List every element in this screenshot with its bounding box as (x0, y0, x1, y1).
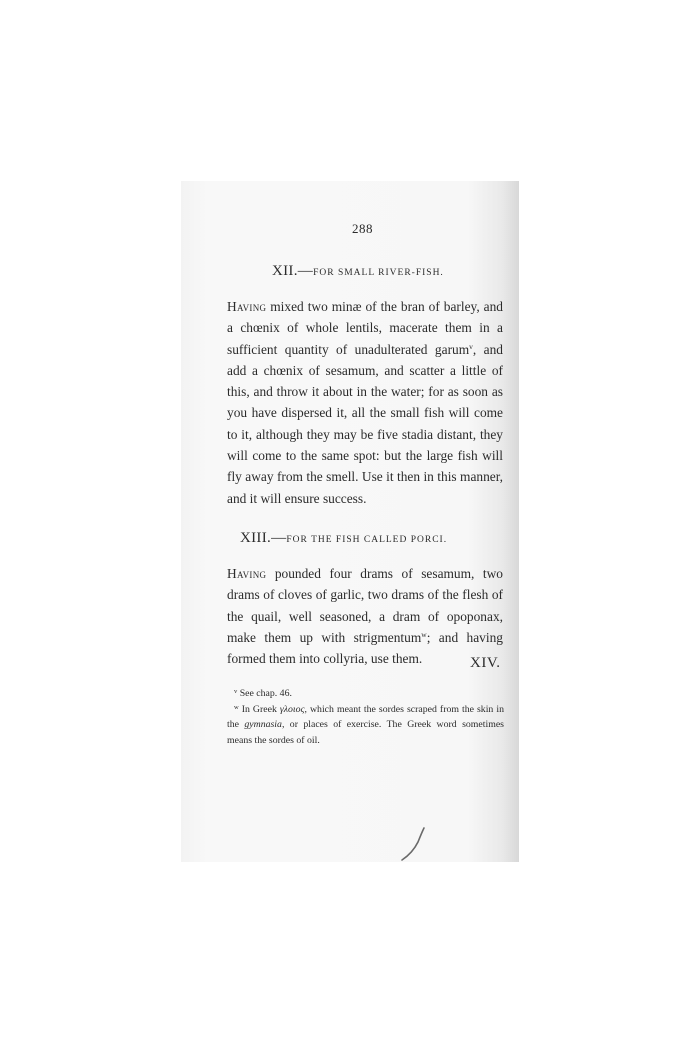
page-number: 288 (352, 221, 373, 236)
footnote-ref: w (421, 629, 427, 639)
section-xiii-paragraph (227, 563, 503, 669)
footnote-mark: v (234, 688, 238, 695)
section-xii-paragraph (227, 296, 503, 509)
footnote-text: , which meant the sordes scraped from the skin in the (227, 703, 504, 730)
greek-word: γλοιος (279, 703, 305, 715)
catchword: XIV. (470, 655, 501, 671)
lead-word: Having (227, 299, 267, 314)
paragraph-text: , and add a chœnix of sesamum, and scatter a little of this, and throw it about in the water; for as soon as you have dispersed it, all the small fish will come to it, although they may be five stadia distant, they will come to the same spot: but the large fish will fly away from the smell. Use it then in this manner, and it will ensure success. (227, 341, 503, 506)
section-title: FOR THE FISH CALLED PORCI. (286, 535, 448, 545)
heading-dash: — (297, 263, 314, 279)
paragraph-text: mixed two minæ of the bran of barley, and a chœnix of whole lentils, macerate them in a sufficient quantity of unadulterated garum (227, 299, 503, 357)
footnote-ref: v (469, 341, 473, 351)
paragraph-text: pounded four drams of sesamum, two drams of cloves of garlic, two drams of the flesh of the quail, well seasoned, a dram of opoponax, make them up with strigmentum (227, 566, 503, 645)
footnote-text: See chap. 46. (237, 688, 292, 699)
book-page (181, 181, 519, 862)
lead-word: Having (227, 566, 267, 581)
section-title: FOR SMALL RIVER-FISH. (313, 268, 444, 278)
paragraph-text: ; and having formed them into collyria, use them. (227, 629, 503, 667)
heading-dash: — (271, 530, 287, 546)
footnote-v (227, 686, 504, 702)
footnotes (227, 686, 504, 748)
footnote-w (227, 702, 504, 749)
footnote-text: , or places of exercise. The Greek word sometimes means the sordes of oil. (227, 719, 504, 746)
section-heading-xii (272, 262, 444, 280)
footnote-text: In Greek (238, 703, 280, 715)
footnote-italic: gymnasia (244, 719, 282, 730)
pen-mark (398, 824, 428, 864)
footnote-mark: w (234, 703, 239, 711)
section-number: XIII. (240, 530, 272, 546)
section-heading-xiii (240, 529, 447, 547)
section-number: XII. (272, 263, 298, 279)
